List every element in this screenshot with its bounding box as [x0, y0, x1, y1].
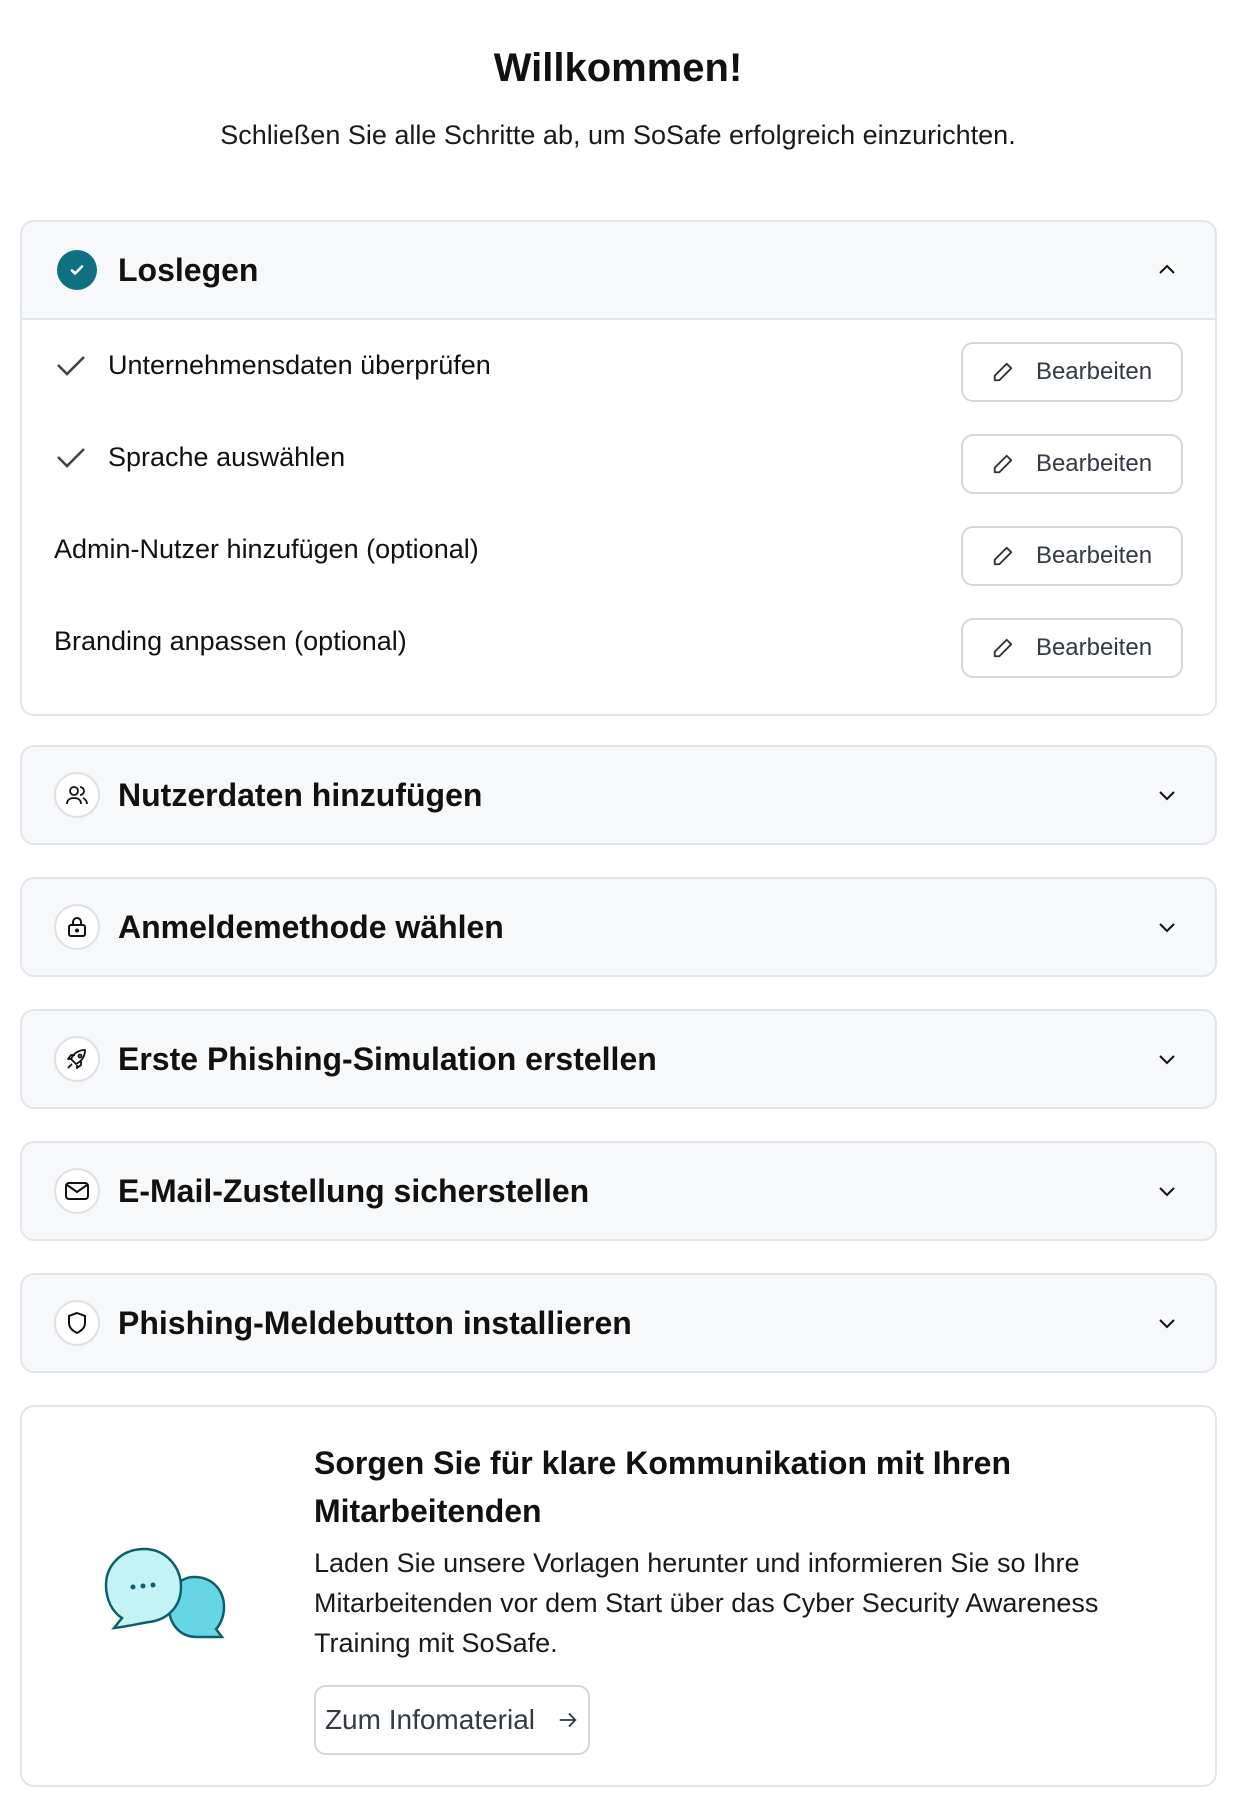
promo-title: Sorgen Sie für klare Kommunikation mit Ihren Mitarbeitenden	[314, 1445, 1012, 1529]
task-row	[22, 418, 1215, 510]
checkmark-icon	[54, 444, 88, 470]
chevron-up-icon[interactable]	[1155, 258, 1179, 282]
section-nutzerdaten[interactable]	[20, 745, 1217, 845]
promo-text: Laden Sie unsere Vorlagen herunter und informieren Sie so Ihre Mitarbeitenden vor dem Start über das Cyber Security Awareness Training mit SoSafe.	[314, 1548, 1099, 1658]
checkmark-icon	[54, 352, 88, 378]
pencil-icon	[992, 453, 1014, 475]
task-label: Unternehmensdaten überprüfen	[108, 349, 491, 380]
page-subtitle: Schließen Sie alle Schritte ab, um SoSafe erfolgreich einzurichten.	[220, 120, 1016, 150]
task-row	[22, 602, 1215, 694]
edit-button-label: Bearbeiten	[1035, 358, 1153, 385]
task-label: Sprache auswählen	[108, 441, 346, 472]
task-row	[22, 510, 1215, 602]
section-title: Erste Phishing-Simulation erstellen	[118, 1040, 657, 1077]
section-title: Nutzerdaten hinzufügen	[118, 776, 483, 813]
section-email-zustellung[interactable]	[20, 1141, 1217, 1241]
edit-button[interactable]	[961, 526, 1183, 586]
chevron-down-icon[interactable]	[1155, 783, 1179, 807]
pencil-icon	[992, 545, 1014, 567]
check-circle-icon	[57, 250, 97, 290]
task-label: Admin-Nutzer hinzufügen (optional)	[54, 533, 479, 564]
section-phishing-simulation[interactable]	[20, 1009, 1217, 1109]
info-material-card	[20, 1405, 1217, 1787]
task-row	[22, 326, 1215, 418]
chevron-down-icon[interactable]	[1155, 915, 1179, 939]
edit-button-label: Bearbeiten	[1035, 542, 1153, 569]
section-meldebutton[interactable]	[20, 1273, 1217, 1373]
chevron-down-icon[interactable]	[1155, 1047, 1179, 1071]
edit-button[interactable]	[961, 434, 1183, 494]
task-label: Branding anpassen (optional)	[54, 625, 407, 656]
arrow-right-icon	[557, 1709, 579, 1731]
chevron-down-icon[interactable]	[1155, 1311, 1179, 1335]
info-material-button-label: Zum Infomaterial	[324, 1704, 536, 1735]
section-title: E-Mail-Zustellung sicherstellen	[118, 1172, 590, 1209]
edit-button[interactable]	[961, 618, 1183, 678]
info-material-button[interactable]	[314, 1685, 590, 1755]
pencil-icon	[992, 637, 1014, 659]
mail-icon	[54, 1168, 100, 1214]
section-loslegen	[20, 220, 1217, 716]
section-header-loslegen[interactable]	[22, 222, 1215, 318]
chevron-down-icon[interactable]	[1155, 1179, 1179, 1203]
edit-button-label: Bearbeiten	[1035, 634, 1153, 661]
edit-button-label: Bearbeiten	[1035, 450, 1153, 477]
edit-button[interactable]	[961, 342, 1183, 402]
lock-icon	[54, 904, 100, 950]
section-anmeldemethode[interactable]	[20, 877, 1217, 977]
pencil-icon	[992, 361, 1014, 383]
rocket-icon	[54, 1036, 100, 1082]
section-title: Phishing-Meldebutton installieren	[118, 1304, 632, 1341]
section-title: Loslegen	[118, 251, 259, 288]
shield-icon	[54, 1300, 100, 1346]
users-icon	[54, 772, 100, 818]
chat-bubbles-icon	[104, 1547, 234, 1647]
section-title: Anmeldemethode wählen	[118, 908, 504, 945]
page-title: Willkommen!	[493, 46, 743, 90]
